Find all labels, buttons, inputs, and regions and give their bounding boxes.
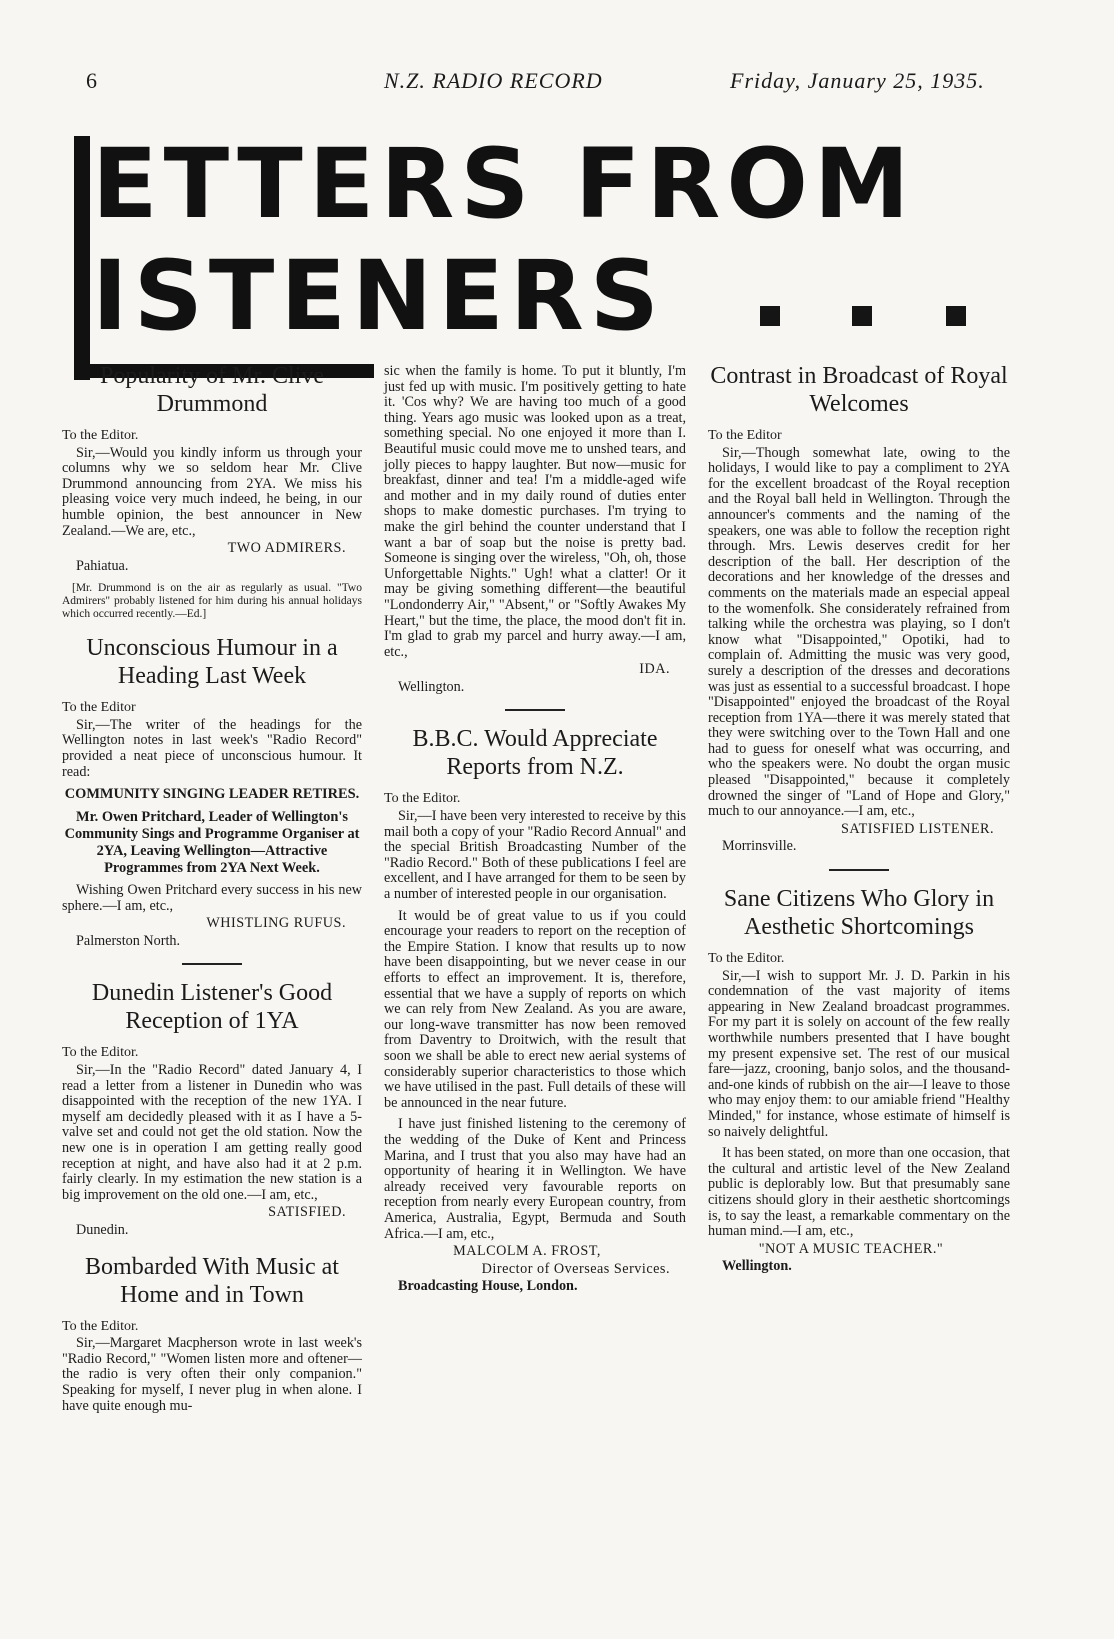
publication-title: N.Z. RADIO RECORD <box>384 68 603 93</box>
letter-heading: Unconscious Humour in a Heading Last Week <box>86 635 338 690</box>
letter-body: Wishing Owen Pritchard every success in his new sphere.—I am, etc., <box>62 882 362 914</box>
section-divider <box>829 869 889 871</box>
letter-heading: Dunedin Listener's Good Reception of 1YA <box>91 980 333 1035</box>
letter-signature: SATISFIED LISTENER. <box>841 820 994 837</box>
masthead-line-1: ETTERS FROM <box>92 128 916 240</box>
ellipsis-square <box>946 306 966 326</box>
letter-signature: MALCOLM A. FROST, <box>453 1243 601 1260</box>
masthead-big-l <box>74 136 90 380</box>
letter-dunedin-reception <box>62 979 362 1238</box>
letter-body: Sir,—Would you kindly inform us through your columns why we so seldom hear Mr. Clive Drummond announcing from 2YA. We miss his pleasing voice very much indeed, he being, in our humble opinion, the best announcer in New Zealand.—We are, etc., <box>62 444 362 539</box>
column-3 <box>708 362 1010 1289</box>
letter-bombarded-music <box>62 1253 362 1415</box>
letter-salutation: To the Editor. <box>384 791 461 807</box>
letter-body: It has been stated, on more than one occasion, that the cultural and artistic level of the New Zealand public is deplorably low. But that presumably sane citizens should glory in their aesthetic shortcomings is, to say the least, a remarkable commentary on the human mind.—I am, etc., <box>708 1145 1010 1240</box>
page-number: 6 <box>86 68 98 93</box>
letter-salutation: To the Editor <box>62 700 136 716</box>
section-divider <box>505 709 565 711</box>
letter-popularity-drummond <box>62 362 362 620</box>
letter-body: sic when the family is home. To put it bluntly, I'm just fed up with music. I'm positively getting to hate it. 'Cos why? We are having too much of a good thing. Years ago music was looked upon as a treat, something special. No one enjoyed it more than I. Beautiful music could move me to unshed tears, and jolly pieces to happy laughter. But now—music for breakfast, dinner and tea! I'm a middle-aged wife and mother and in my daily round of duties enter shops to make domestic purchases. I'm trying to make the girl behind the counter understand that I want a bar of soap but the noise is pretty bad. Someone is singing over the wireless, "Oh, oh, those Unforgettable Nights." Ugh! what a clatter! Or it may be giving something different—the beautiful "Londonderry Air," "Absent," or "Softly Awakes My Heart," but the time, the place, the mood don't fit in. I'm glad to grab my parcel and hurry away.—I am, etc., <box>384 363 686 660</box>
quoted-subheadline: Mr. Owen Pritchard, Leader of Wellington's Community Sings and Programme Organiser at 2YA, Leaving Wellington—Attractive Programmes from 2YA Next Week. <box>64 809 360 877</box>
letter-body: I have just finished listening to the ceremony of the wedding of the Duke of Kent and Princess Marina, and I trust that you also may have had an opportunity of hearing it in Wellington. We have already received very favourable reports on reception from nearly every European country, from America, Australia, Egypt, Bermuda and South Africa.—I am, etc., <box>384 1116 686 1242</box>
letter-location: Palmerston North. <box>76 932 181 949</box>
letter-body: Sir,—Margaret Macpherson wrote in last week's "Radio Record," "Women listen more and oftener—the radio is very often their only companion." Speaking for myself, I never plug in when alone. I have quite enough mu- <box>62 1335 362 1414</box>
letter-salutation: To the Editor. <box>708 951 785 967</box>
letter-signature: WHISTLING RUFUS. <box>206 915 346 932</box>
letter-location: Morrinsville. <box>722 838 797 855</box>
letter-salutation: To the Editor. <box>62 1045 139 1061</box>
letter-signature: TWO ADMIRERS. <box>227 540 346 557</box>
section-divider <box>182 963 242 965</box>
letter-signature: IDA. <box>639 661 670 678</box>
letter-body: Sir,—I wish to support Mr. J. D. Parkin in his condemnation of the vast majority of items appearing in New Zealand broadcast programmes. For my part it is solely on account of the few really worthwhile numbers presented that I have bought my present expensive set. The rest of our musical fare—jazz, crooning, banjo solos, and the thousand-and-one kinds of rubbish on the air—I leave to those who may enjoy them: to our amiable friend "Healthy Minded," for instance, whose estimate of himself is so naively delightful. <box>708 967 1010 1140</box>
letter-signature: "NOT A MUSIC TEACHER." <box>758 1240 944 1257</box>
column-2 <box>384 364 686 1309</box>
letter-location: Dunedin. <box>76 1222 129 1238</box>
quoted-headline: COMMUNITY SINGING LEADER RETIRES. <box>64 786 360 803</box>
letter-heading: B.B.C. Would Appreciate Reports from N.Z. <box>412 726 658 781</box>
letter-location: Wellington. <box>398 678 465 695</box>
letter-salutation: To the Editor. <box>62 428 139 443</box>
letter-bbc-reports <box>384 725 686 1294</box>
letter-signature: SATISFIED. <box>268 1204 346 1221</box>
letter-bombarded-music-continued <box>384 364 686 711</box>
letter-royal-welcomes <box>708 362 1010 871</box>
letter-body: It would be of great value to us if you could encourage your readers to report on the reception of the Empire Station. I know that results up to now have been disappointing, but we never cease in our efforts to effect an improvement. It is, therefore, essential that we have a supply of reports on which we can rely from New Zealand. As you are aware, our long-wave transmitter has now been removed from Daventry to Droitwich, with the result that soon we shall be able to erect new aerial systems of considerably superior characteristics to those which we have utilised in the past. Full details of these will be announced in the near future. <box>384 907 686 1111</box>
letter-location: Wellington. <box>722 1258 792 1275</box>
letter-heading: Sane Citizens Who Glory in Aesthetic Shortcomings <box>723 886 995 941</box>
letter-salutation: To the Editor <box>708 428 782 443</box>
letter-body: Sir,—In the "Radio Record" dated January 4, I read a letter from a listener in Dunedin who was disappointed with the reception of the new 1YA. I myself am decidedly pleased with it as I have a 5-valve set and could not get the old station. Now the new one is in operation I am getting really good reception at night, and have also had it at 2 p.m. fairly clearly. In my estimation the new station is a big improvement on the old one.—I am, etc., <box>62 1062 362 1203</box>
letter-body: Sir,—The writer of the headings for the Wellington notes in last week's "Radio Record" provided a neat piece of unconscious humour. It read: <box>62 716 362 780</box>
letter-unconscious-humour <box>62 634 362 965</box>
letter-location: Pahiatua. <box>76 557 129 574</box>
letter-location: Broadcasting House, London. <box>398 1278 578 1295</box>
signatory-title: Director of Overseas Services. <box>481 1260 670 1277</box>
editor-note: [Mr. Drummond is on the air as regularly as usual. "Two Admirers" probably listened for him during his annual holidays which occurred recently.—Ed.] <box>62 582 362 620</box>
letter-body: Sir,—Though somewhat late, owing to the holidays, I would like to pay a compliment to 2YA for the excellent broadcast of the Royal reception and the Royal ball held in Wellington. Through the announcer's comments and the naming of the speakers, one was able to follow the reception right through. Mrs. Lewis deserves credit for her description of the ball. Her description of the decorations and her knowledge of the dresses and comments on the materials made an especial appeal to the womenfolk. She considerately refrained from talking while the orchestra was playing, so I don't know what "Disappointed," Opotiki, had to complain of. Admitting the music was very good, surely a description of the dresses and decorations was just as essential to a successful broadcast. I hope "Disappointed" enjoyed the broadcast of the Royal reception from 1YA—there it was merely stated that they were switching over to the Town Hall and one had to guess for oneself what was occurring, and who the speakers were. No doubt the organ music pleased "Disappointed," because it completely drowned the singer of "Land of Hope and Glory," much to our annoyance.—I am, etc., <box>708 444 1010 820</box>
letter-heading: Bombarded With Music at Home and in Town <box>85 1253 339 1308</box>
letter-heading: Contrast in Broadcast of Royal Welcomes <box>710 363 1008 417</box>
ellipsis-square <box>760 306 780 326</box>
masthead <box>74 128 1034 386</box>
letter-salutation: To the Editor. <box>62 1318 139 1334</box>
issue-date: Friday, January 25, 1935. <box>730 68 985 93</box>
letter-sane-citizens <box>708 885 1010 1275</box>
column-1 <box>62 362 362 1428</box>
masthead-line-2: ISTENERS <box>92 240 665 352</box>
ellipsis-square <box>852 306 872 326</box>
letter-heading: Popularity of Mr. Clive Drummond <box>100 363 324 417</box>
letter-body: Sir,—I have been very interested to receive by this mail both a copy of your "Radio Record Annual" and the special British Broadcasting Number of the "Radio Record." Both of these publications I feel are excellent, and I have arranged for them to be seen by a number of interested people in our organisation. <box>384 808 686 903</box>
